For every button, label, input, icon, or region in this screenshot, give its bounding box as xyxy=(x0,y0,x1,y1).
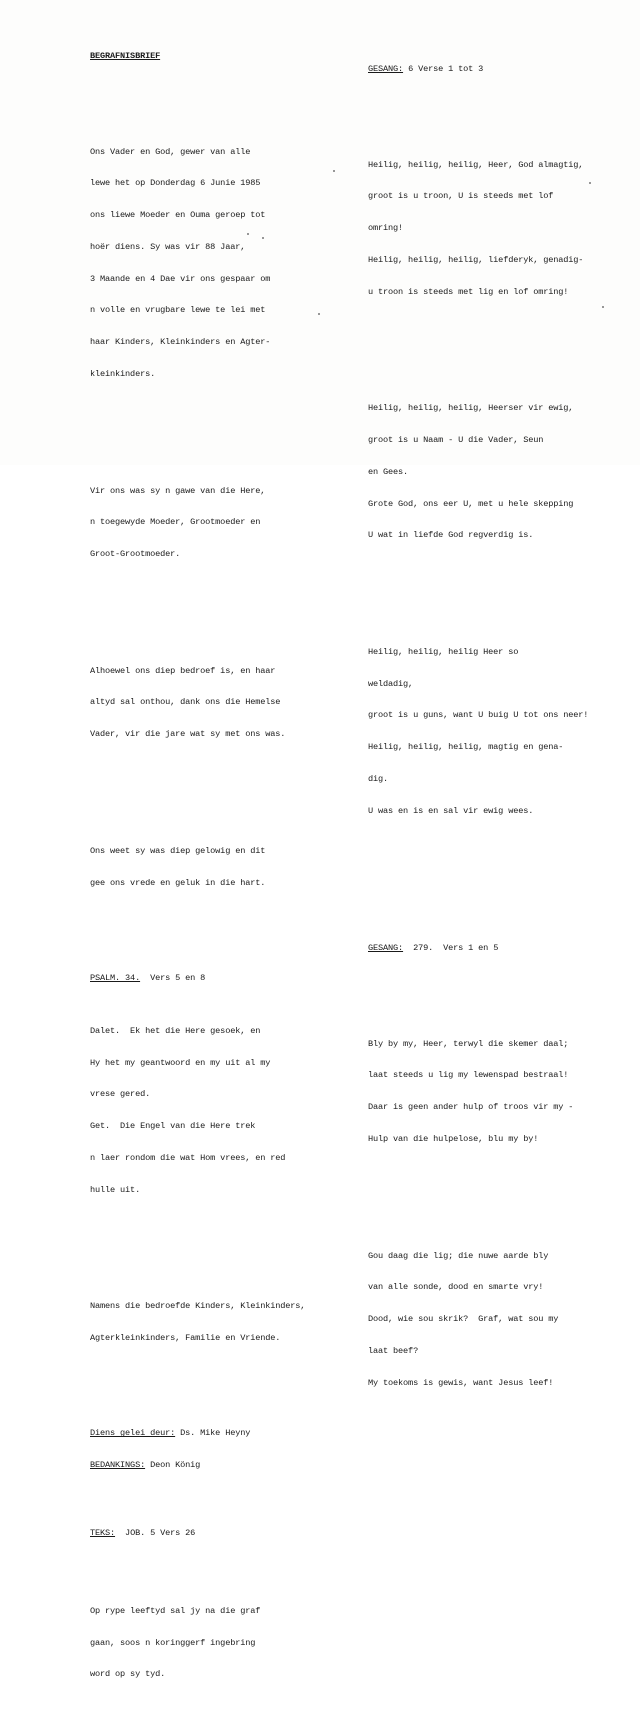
psalm-heading: PSALM. 34. xyxy=(90,972,141,983)
song1-v1-line: Heilig, heilig, heilig, Heer, God almagtig, xyxy=(368,159,584,170)
song1-v1-line: groot is u troon, U is steeds met lof xyxy=(368,191,554,202)
music-label: BEDANKINGS: xyxy=(90,1460,146,1471)
song1-verse-2 xyxy=(368,382,630,562)
song1-ref: 6 Verse 1 tot 3 xyxy=(403,64,484,75)
song1-v3-line: Heilig, heilig, heilig, magtig en gena- xyxy=(368,742,564,753)
song2-v2-line: Dood, wie sou skrik? Graf, wat sou my xyxy=(368,1314,559,1325)
scan-speck xyxy=(589,182,591,184)
song1-heading-line xyxy=(368,64,630,75)
gift-paragraph xyxy=(90,464,340,581)
music-line xyxy=(90,1460,340,1471)
intro-line: kleinkinders. xyxy=(90,369,156,379)
song1-v2-line: Grote God, ons eer U, met u hele skepping xyxy=(368,498,574,509)
song2-v2-line: van alle sonde, dood en smarte vry! xyxy=(368,1282,544,1293)
intro-line: haar Kinders, Kleinkinders en Agter- xyxy=(90,337,271,348)
intro-paragraph xyxy=(90,125,340,400)
song2-heading: GESANG: xyxy=(368,943,404,954)
names-line: Namens die bedroefde Kinders, Kleinkinders, xyxy=(90,1301,306,1312)
text-heading: TEKS: xyxy=(90,1527,116,1538)
intro-line: ons liewe Moeder en Ouma geroep tot xyxy=(90,210,266,221)
song2-v1-line: Hulp van die hulpelose, blu my by! xyxy=(368,1133,539,1144)
song1-heading: GESANG: xyxy=(368,64,404,75)
grief-line: altyd sal onthou, dank ons die Hemelse xyxy=(90,697,281,708)
song2-v1-line: Daar is geen ander hulp of troos vir my - xyxy=(368,1102,574,1113)
song2-ref: 279. Vers 1 en 5 xyxy=(403,943,499,954)
psalm-line: Hy het my geantwoord en my uit al my xyxy=(90,1057,271,1068)
intro-line: hoër diens. Sy was vir 88 Jaar, xyxy=(90,241,246,252)
psalm-heading-line xyxy=(90,973,340,984)
text-line: gaan, soos n koringgerf ingebring xyxy=(90,1637,256,1648)
names-paragraph xyxy=(90,1280,340,1365)
intro-line: 3 Maande en 4 Dae vir ons gespaar om xyxy=(90,273,271,284)
grief-line: Vader, vir die jare wat sy met ons was. xyxy=(90,729,286,740)
song1-verse-1 xyxy=(368,138,630,318)
song1-v2-line: groot is u Naam - U die Vader, Seun xyxy=(368,434,544,445)
song1-v3-line: groot is u guns, want U buig U tot ons neer! xyxy=(368,710,589,721)
scan-speck xyxy=(602,306,604,308)
song2-v1-line: laat steeds u lig my lewenspad bestraal! xyxy=(368,1070,569,1081)
song1-v3-line: weldadig, xyxy=(368,678,414,689)
song1-v3-line: U was en is en sal vir ewig wees. xyxy=(368,805,534,816)
song1-v1-line: Heilig, heilig, heilig, liefderyk, genadig- xyxy=(368,254,584,265)
names-line: Agterkleinkinders, Familie en Vriende. xyxy=(90,1333,281,1344)
song1-v3-line: dig. xyxy=(368,773,389,784)
song2-v2-line: My toekoms is gewis, want Jesus leef! xyxy=(368,1377,554,1388)
gift-line: Vir ons was sy n gawe van die Here, xyxy=(90,485,266,496)
service-label: Diens gelei deur: xyxy=(90,1428,176,1439)
left-column xyxy=(90,30,340,1722)
song1-v1-line: omring! xyxy=(368,223,404,234)
psalm-line: hulle uit. xyxy=(90,1184,141,1195)
scan-speck xyxy=(262,237,264,239)
song2-heading-line xyxy=(368,943,630,954)
service-line xyxy=(90,1428,340,1439)
letter-title: BEGRAFNISBRIEF xyxy=(90,51,161,62)
psalm-verses: Vers 5 en 8 xyxy=(140,972,206,983)
song1-verse-3 xyxy=(368,626,630,838)
grief-line: Alhoewel ons diep bedroef is, en haar xyxy=(90,665,276,676)
intro-line: n volle en vrugbare lewe te lei met xyxy=(90,305,266,316)
faith-paragraph xyxy=(90,825,340,910)
text-body xyxy=(90,1585,340,1702)
gift-line: n toegewyde Moeder, Grootmoeder en xyxy=(90,517,261,528)
song2-verse-1 xyxy=(368,1017,630,1165)
psalm-text xyxy=(90,1005,340,1217)
text-line: word op sy tyd. xyxy=(90,1669,166,1680)
psalm-line: n laer rondom die wat Hom vrees, en red xyxy=(90,1152,286,1163)
psalm-line: Get. Die Engel van die Here trek xyxy=(90,1121,256,1132)
music-name: Deon König xyxy=(145,1460,201,1471)
psalm-line: vrese gered. xyxy=(90,1089,151,1100)
scan-speck xyxy=(318,313,320,315)
song2-v2-line: Gou daag die lig; die nuwe aarde bly xyxy=(368,1250,549,1261)
intro-line: lewe het op Donderdag 6 Junie 1985 xyxy=(90,178,261,189)
scan-speck xyxy=(333,170,335,172)
song1-v2-line: U wat in liefde God regverdig is. xyxy=(368,530,534,541)
song2-v2-line: laat beef? xyxy=(368,1345,419,1356)
scan-speck xyxy=(247,233,249,235)
text-line: Op rype leeftyd sal jy na die graf xyxy=(90,1605,261,1616)
text-heading-line xyxy=(90,1528,340,1539)
song1-v2-line: en Gees. xyxy=(368,466,409,477)
song1-v2-line: Heilig, heilig, heilig, Heerser vir ewig, xyxy=(368,403,574,414)
faith-line: gee ons vrede en geluk in die hart. xyxy=(90,877,266,888)
faith-line: Ons weet sy was diep gelowig en dit xyxy=(90,845,266,856)
intro-line: Ons Vader en God, gewer van alle xyxy=(90,146,251,157)
right-column xyxy=(368,43,630,1431)
song1-v3-line: Heilig, heilig, heilig Heer so xyxy=(368,646,519,657)
text-ref: JOB. 5 Vers 26 xyxy=(115,1527,196,1538)
song2-v1-line: Bly by my, Heer, terwyl die skemer daal; xyxy=(368,1038,569,1049)
grief-paragraph xyxy=(90,644,340,761)
gift-line: Groot-Grootmoeder. xyxy=(90,549,181,560)
song2-verse-2 xyxy=(368,1229,630,1409)
psalm-line: Dalet. Ek het die Here gesoek, en xyxy=(90,1025,261,1036)
service-name: Ds. Mike Heyny xyxy=(175,1428,251,1439)
song1-v1-line: u troon is steeds met lig en lof omring! xyxy=(368,286,569,297)
